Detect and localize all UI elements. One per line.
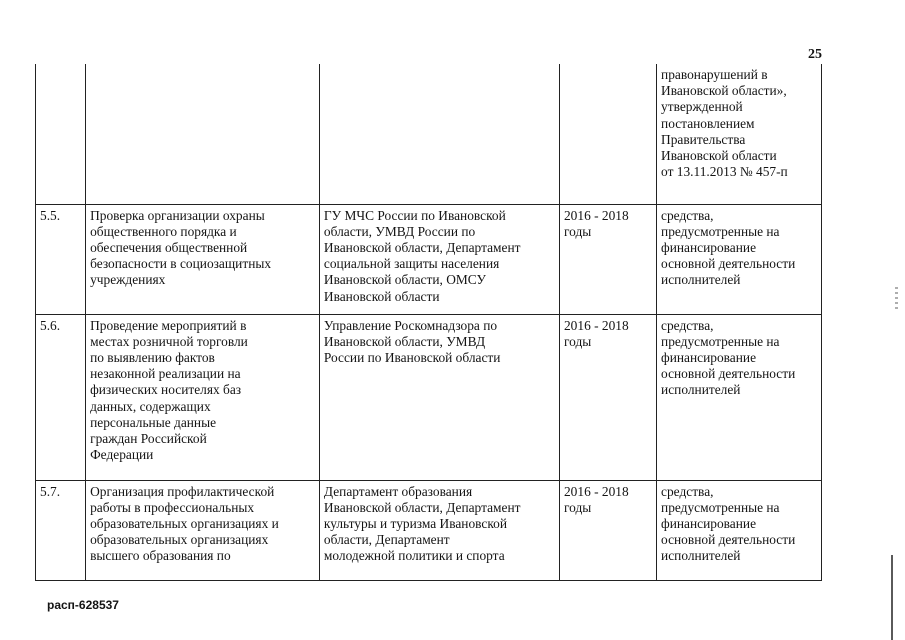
measure-name-cell: Проведение мероприятий в местах розничной торговли по выявлению фактов незаконной реализации на физических носителях баз данных, содержащих персональные данные граждан Российской Федерации xyxy=(86,314,320,480)
funding-cell: средства, предусмотренные на финансирование основной деятельности исполнителей xyxy=(657,480,822,580)
document-code: расп-628537 xyxy=(47,598,119,612)
executors-cell xyxy=(319,64,559,204)
term-cell: 2016 - 2018 годы xyxy=(559,204,656,314)
row-number-cell: 5.5. xyxy=(36,204,86,314)
table-row xyxy=(36,314,822,480)
funding-cell: правонарушений в Ивановской области», утвержденной постановлением Правительства Ивановской области от 13.11.2013 № 457-п xyxy=(657,64,822,204)
measures-table xyxy=(35,64,822,581)
funding-cell: средства, предусмотренные на финансирование основной деятельности исполнителей xyxy=(657,314,822,480)
executors-cell: Управление Роскомнадзора по Ивановской области, УМВД России по Ивановской области xyxy=(319,314,559,480)
term-cell: 2016 - 2018 годы xyxy=(559,314,656,480)
measure-name-cell: Организация профилактической работы в профессиональных образовательных организациях и образовательных организациях высшего образования по xyxy=(86,480,320,580)
term-cell xyxy=(559,64,656,204)
row-number-cell xyxy=(36,64,86,204)
measure-name-cell xyxy=(86,64,320,204)
funding-cell: средства, предусмотренные на финансирование основной деятельности исполнителей xyxy=(657,204,822,314)
term-cell: 2016 - 2018 годы xyxy=(559,480,656,580)
page-number: 25 xyxy=(808,47,822,62)
table-row xyxy=(36,480,822,580)
measure-name-cell: Проверка организации охраны общественного порядка и обеспечения общественной безопасности в социозащитных учреждениях xyxy=(86,204,320,314)
row-number-cell: 5.6. xyxy=(36,314,86,480)
row-number-cell: 5.7. xyxy=(36,480,86,580)
table-row xyxy=(36,204,822,314)
table-row xyxy=(36,64,822,204)
executors-cell: ГУ МЧС России по Ивановской области, УМВД России по Ивановской области, Департамент социальной защиты населения Ивановской области, ОМСУ Ивановской области xyxy=(319,204,559,314)
scan-edge-line xyxy=(891,555,893,640)
executors-cell: Департамент образования Ивановской области, Департамент культуры и туризма Ивановской области, Департамент молодежной политики и спорта xyxy=(319,480,559,580)
scan-artifact xyxy=(895,287,898,311)
